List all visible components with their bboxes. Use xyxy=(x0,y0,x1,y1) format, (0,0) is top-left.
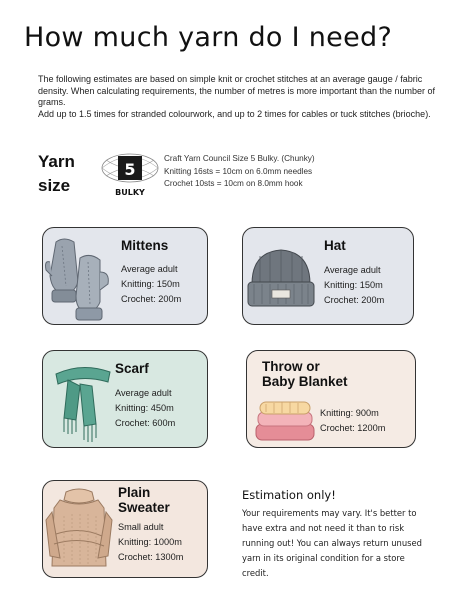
blanket-illustration xyxy=(252,394,318,446)
yarn-weight-number: 5 xyxy=(124,160,136,179)
mittens-title: Mittens xyxy=(121,238,169,253)
scarf-size: Average adult xyxy=(115,388,172,398)
throw-title-line: Throw or xyxy=(262,359,320,374)
sweater-knitting: Knitting: 1000m xyxy=(118,537,182,547)
throw-title-line: Baby Blanket xyxy=(262,374,348,389)
scarf-title: Scarf xyxy=(115,361,149,376)
hat-size: Average adult xyxy=(324,265,381,275)
scarf-illustration xyxy=(50,360,114,444)
yarn-label-line: Yarn xyxy=(38,152,75,171)
yarn-label-line: size xyxy=(38,176,71,195)
intro-text xyxy=(38,74,438,120)
page-title: How much yarn do I need? xyxy=(24,22,393,53)
mittens-knitting: Knitting: 150m xyxy=(121,279,180,289)
sweater-illustration xyxy=(44,486,114,578)
sweater-crochet: Crochet: 1300m xyxy=(118,552,184,562)
throw-crochet: Crochet: 1200m xyxy=(320,423,386,433)
throw-knitting: Knitting: 900m xyxy=(320,408,379,418)
estimation-note-body: Your requirements may vary. It's better to have extra and not need it than to risk running out! You can always return unused yarn in its original condition for a store credit. xyxy=(242,508,422,578)
yarn-size-label xyxy=(38,150,98,198)
intro-paragraph: The following estimates are based on simple knit or crochet stitches at an average gauge / fabric density. When calculating requirements, the number of metres is more important than the number of grams. xyxy=(38,74,436,108)
yarn-weight-icon xyxy=(100,150,160,200)
hat-crochet: Crochet: 200m xyxy=(324,295,385,305)
weight-info-line: Knitting 16sts = 10cm on 6.0mm needles xyxy=(164,166,313,176)
sweater-title-line: Plain xyxy=(118,485,151,500)
intro-paragraph: Add up to 1.5 times for stranded colourwork, and up to 2 times for cables or tuck stitches (brioche). xyxy=(38,108,431,119)
scarf-crochet: Crochet: 600m xyxy=(115,418,176,428)
hat-knitting: Knitting: 150m xyxy=(324,280,383,290)
throw-title xyxy=(262,359,348,389)
mittens-crochet: Crochet: 200m xyxy=(121,294,182,304)
weight-info-line: Craft Yarn Council Size 5 Bulky. (Chunky) xyxy=(164,154,315,163)
mittens-illustration xyxy=(44,232,114,327)
sweater-title xyxy=(118,485,170,515)
sweater-title-line: Sweater xyxy=(118,500,170,515)
yarn-weight-info xyxy=(164,153,434,191)
hat-illustration xyxy=(244,246,318,312)
yarn-weight-caption: BULKY xyxy=(115,188,145,197)
scarf-knitting: Knitting: 450m xyxy=(115,403,174,413)
sweater-size: Small adult xyxy=(118,522,164,532)
hat-title: Hat xyxy=(324,238,346,253)
estimation-note-title: Estimation only! xyxy=(242,488,336,502)
mittens-size: Average adult xyxy=(121,264,178,274)
weight-info-line: Crochet 10sts = 10cm on 8.0mm hook xyxy=(164,179,303,188)
